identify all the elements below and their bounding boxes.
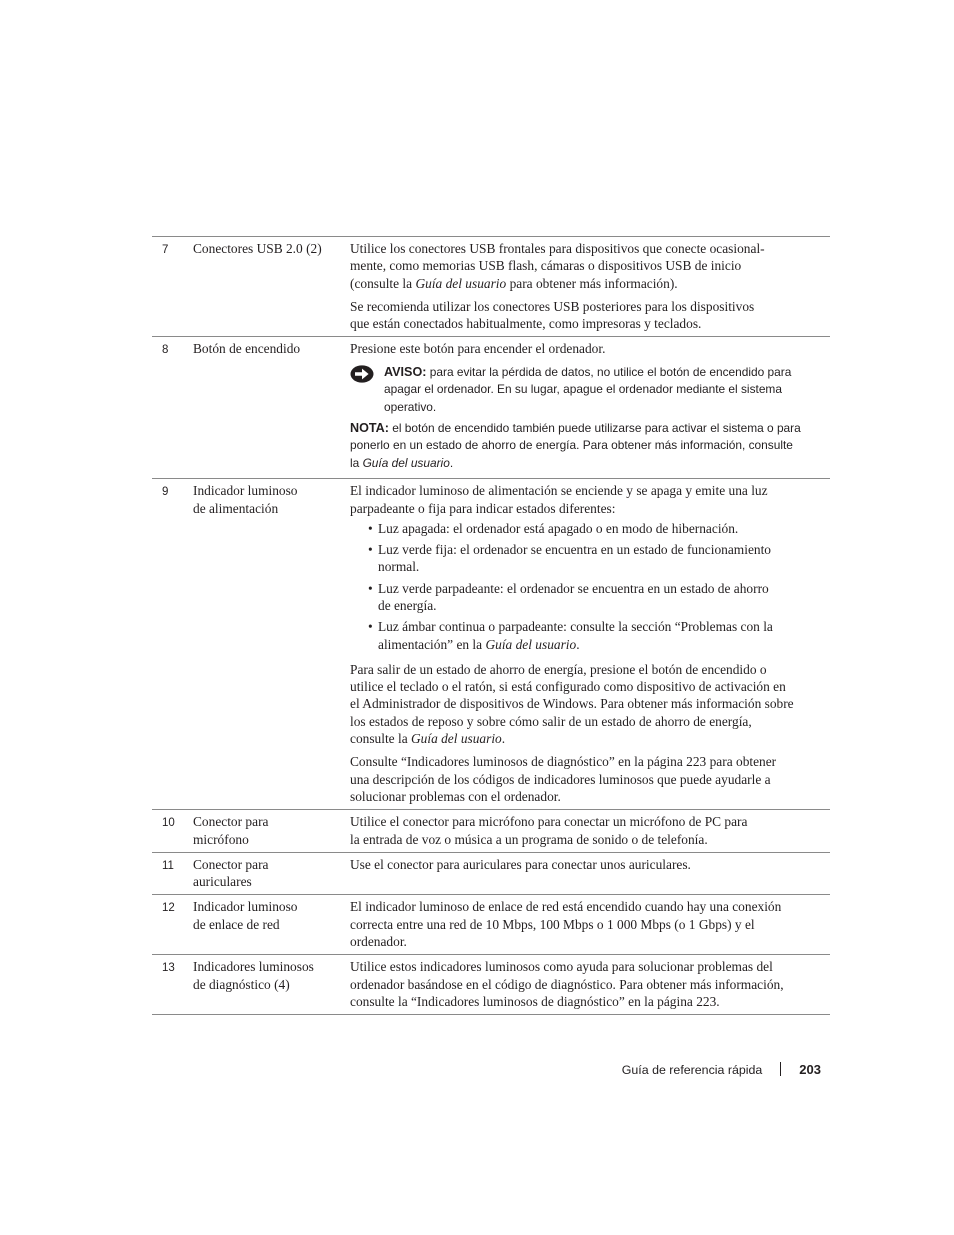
item-name: Conector para micrófono: [193, 810, 350, 853]
item-description: [350, 479, 830, 810]
paragraph: Para salir de un estado de ahorro de energía, presione el botón de encendido o utilice el teclado o el ratón, si está configurado como dispositivo de activación en el Administrador de dispositivos de Windows. Para obtener más información sobre los estados de reposo y sobre cómo salir de un estado de ahorro de energía, consulte la Guía del usuario.: [350, 661, 794, 747]
list-item: • Luz verde parpadeante: el ordenador se encuentra en un estado de ahorro de energía.: [370, 580, 830, 615]
table-row: [152, 955, 830, 1015]
table-row: [152, 237, 830, 337]
item-number: 10: [152, 810, 193, 853]
item-number: 7: [152, 237, 193, 337]
paragraph: Utilice estos indicadores luminosos como ayuda para solucionar problemas del ordenador basándose en el código de diagnóstico. Para obtener más información, consulte la “Indicadores luminosos de diagnóstico” en la página 223.: [350, 959, 784, 1009]
paragraph: Consulte “Indicadores luminosos de diagnóstico” en la página 223 para obtener una descripción de los códigos de indicadores luminosos que puede ayudarle a solucionar problemas con el ordenador.: [350, 754, 777, 804]
item-description: [350, 895, 830, 955]
item-description: [350, 810, 830, 853]
paragraph: Use el conector para auriculares para conectar unos auriculares.: [350, 856, 691, 872]
component-table: [152, 236, 830, 1015]
paragraph: Utilice el conector para micrófono para conectar un micrófono de PC para la entrada de voz o música a un programa de sonido o de telefonía.: [350, 814, 748, 847]
item-number: 9: [152, 479, 193, 810]
item-description: [350, 852, 830, 895]
item-name: Indicador luminoso de enlace de red: [193, 895, 350, 955]
item-name: Conector para auriculares: [193, 852, 350, 895]
item-number: 11: [152, 852, 193, 895]
item-description: [350, 337, 830, 479]
status-list: [350, 520, 830, 653]
list-item: • Luz ámbar continua o parpadeante: consulte la sección “Problemas con la alimentación” en la Guía del usuario.: [370, 618, 830, 653]
item-name: Indicador luminoso de alimentación: [193, 479, 350, 810]
list-item: • Luz apagada: el ordenador está apagado o en modo de hibernación.: [370, 520, 830, 537]
page-footer: [0, 1062, 821, 1078]
item-description: [350, 237, 830, 337]
footer-divider: [780, 1062, 781, 1076]
table-row: [152, 479, 830, 810]
paragraph: El indicador luminoso de enlace de red está encendido cuando hay una conexión correcta entre una red de 10 Mbps, 100 Mbps o 1 000 Mbps (o 1 Gbps) y el ordenador.: [350, 899, 782, 950]
table-row: [152, 337, 830, 479]
table-row: [152, 895, 830, 955]
table-row: [152, 852, 830, 895]
paragraph: Utilice los conectores USB frontales para dispositivos que conecte ocasional- mente, como memorias USB flash, cámaras o dispositivos USB de inicio (consulte la Guía del usuario para obtener más información).: [350, 241, 765, 291]
item-name: Botón de encendido: [193, 337, 350, 479]
paragraph: El indicador luminoso de alimentación se enciende y se apaga y emite una luz parpadeante o fija para indicar estados diferentes:: [350, 483, 768, 516]
table-row: [152, 810, 830, 853]
page-number: 203: [799, 1062, 821, 1077]
item-name: Indicadores luminosos de diagnóstico (4): [193, 955, 350, 1015]
footer-title: Guía de referencia rápida: [621, 1063, 763, 1077]
paragraph: Presione este botón para encender el ordenador.: [350, 341, 606, 357]
item-name: Conectores USB 2.0 (2): [193, 237, 350, 337]
item-number: 13: [152, 955, 193, 1015]
nota-notice: NOTA: el botón de encendido también puede utilizarse para activar el sistema o para ponerlo en un estado de ahorro de energía. Para obtener más información, consulte la Guía del usuario.: [350, 421, 801, 470]
item-description: [350, 955, 830, 1015]
aviso-notice: AVISO: para evitar la pérdida de datos, no utilice el botón de encendido para apagar el ordenador. En su lugar, apague el ordenador mediante el sistema operativo.: [350, 364, 830, 416]
list-item: • Luz verde fija: el ordenador se encuentra en un estado de funcionamiento normal.: [370, 541, 830, 576]
item-number: 12: [152, 895, 193, 955]
item-number: 8: [152, 337, 193, 479]
paragraph: Se recomienda utilizar los conectores USB posteriores para los dispositivos que están conectados habitualmente, como impresoras y teclados.: [350, 298, 755, 332]
arrow-right-circle-icon: [350, 365, 374, 383]
